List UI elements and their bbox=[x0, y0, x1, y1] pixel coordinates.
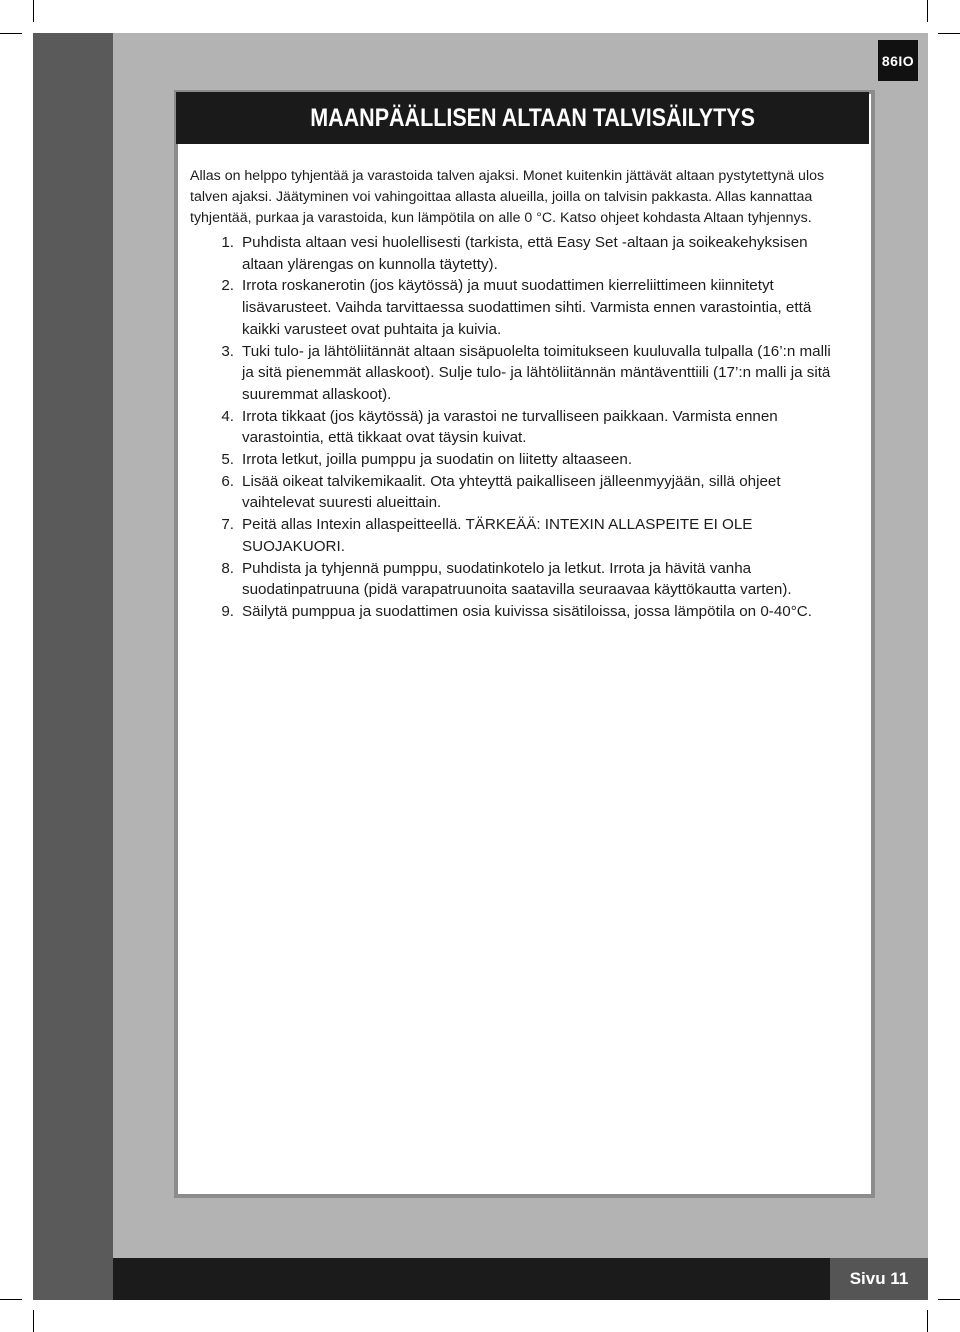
list-item bbox=[190, 341, 840, 406]
step-text: Puhdista ja tyhjennä pumppu, suodatinkotelo ja letkut. Irrota ja hävitä vanha suodatinpatruuna (pidä varapatruunoita saatavilla seuraavaa käyttökautta varten). bbox=[242, 559, 792, 599]
step-text: Irrota roskanerotin (jos käytössä) ja muut suodattimen kierreliittimeen kiinnitetyt lisävarusteet. Vaihda tarvittaessa suodattimen sihti. Varmista ennen varastointia, että kaikki varusteet ovat puhtaita ja kuivia. bbox=[242, 277, 812, 338]
crop-mark-left-bottom bbox=[0, 1299, 22, 1300]
intro-paragraph: Allas on helppo tyhjentää ja varastoida talven ajaksi. Monet kuitenkin jättävät altaan pystytettynä ulos talven ajaksi. Jäätyminen voi vahingoittaa allasta alueilla, joilla on talvisin pakkasta. Allas kannattaa tyhjentää, purkaa ja varastoida, kun lämpötila on alle 0 °C. Katso ohjeet kohdasta Altaan tyhjennys. bbox=[190, 168, 825, 226]
step-text: Peitä allas Intexin allaspeitteellä. TÄRKEÄÄ: INTEXIN ALLASPEITE EI OLE SUOJAKUORI. bbox=[242, 516, 753, 555]
step-text: Lisää oikeat talvikemikaalit. Ota yhteyttä paikalliseen jälleenmyyjään, sillä ohjeet vaihtelevat suuresti alueittain. bbox=[242, 472, 781, 512]
step-text: Tuki tulo- ja lähtöliitännät altaan sisäpuolelta toimitukseen kuuluvalla tulpalla (16’:n malli ja sitä pienemmät allaskoot). Sulje tulo- ja lähtöliitännän mäntäventtiili (17’:n malli ja sitä suuremmat allaskoot). bbox=[242, 342, 831, 403]
step-number: 4. bbox=[221, 407, 234, 425]
document-body bbox=[190, 166, 840, 623]
step-text: Säilytä pumppua ja suodattimen osia kuivissa sisätiloissa, jossa lämpötila on 0-40°C. bbox=[242, 602, 812, 620]
crop-mark-top-left bbox=[33, 0, 34, 22]
list-item bbox=[190, 449, 840, 471]
step-number: 8. bbox=[221, 559, 234, 577]
list-item bbox=[190, 471, 840, 514]
crop-mark-top-right bbox=[927, 0, 928, 22]
list-item bbox=[190, 232, 840, 275]
list-item bbox=[190, 558, 840, 601]
list-item bbox=[190, 601, 840, 623]
model-tab: 86IO bbox=[878, 40, 918, 81]
step-number: 1. bbox=[221, 234, 234, 251]
crop-mark-bottom-left bbox=[33, 1310, 34, 1332]
crop-mark-right-bottom bbox=[938, 1299, 960, 1300]
list-item bbox=[190, 406, 840, 449]
crop-mark-bottom-right bbox=[927, 1310, 928, 1332]
footer-bar bbox=[113, 1258, 928, 1300]
list-item bbox=[190, 514, 840, 557]
title-bar bbox=[176, 92, 869, 144]
step-text: Irrota letkut, joilla pumppu ja suodatin on liitetty altaaseen. bbox=[242, 451, 633, 469]
step-number: 6. bbox=[221, 472, 234, 490]
step-number: 7. bbox=[221, 516, 234, 534]
crop-mark-left-top bbox=[0, 33, 22, 34]
list-item bbox=[190, 275, 840, 340]
page-title: MAANPÄÄLLISEN ALTAAN TALVISÄILYTYS bbox=[310, 103, 755, 132]
steps-list bbox=[190, 232, 840, 623]
step-text: Puhdista altaan vesi huolellisesti (tarkista, että Easy Set -altaan ja soikeakehyksisen altaan ylärengas on kunnolla täytetty). bbox=[242, 234, 808, 273]
step-number: 5. bbox=[221, 451, 234, 469]
page-number-label: Sivu 11 bbox=[830, 1258, 928, 1300]
step-number: 3. bbox=[221, 342, 234, 360]
step-text: Irrota tikkaat (jos käytössä) ja varastoi ne turvalliseen paikkaan. Varmista ennen varastointia, että tikkaat ovat täysin kuivat. bbox=[242, 407, 778, 447]
crop-mark-right-top bbox=[938, 33, 960, 34]
left-strip bbox=[33, 33, 113, 1300]
step-number: 2. bbox=[221, 277, 234, 295]
step-number: 9. bbox=[221, 602, 234, 620]
